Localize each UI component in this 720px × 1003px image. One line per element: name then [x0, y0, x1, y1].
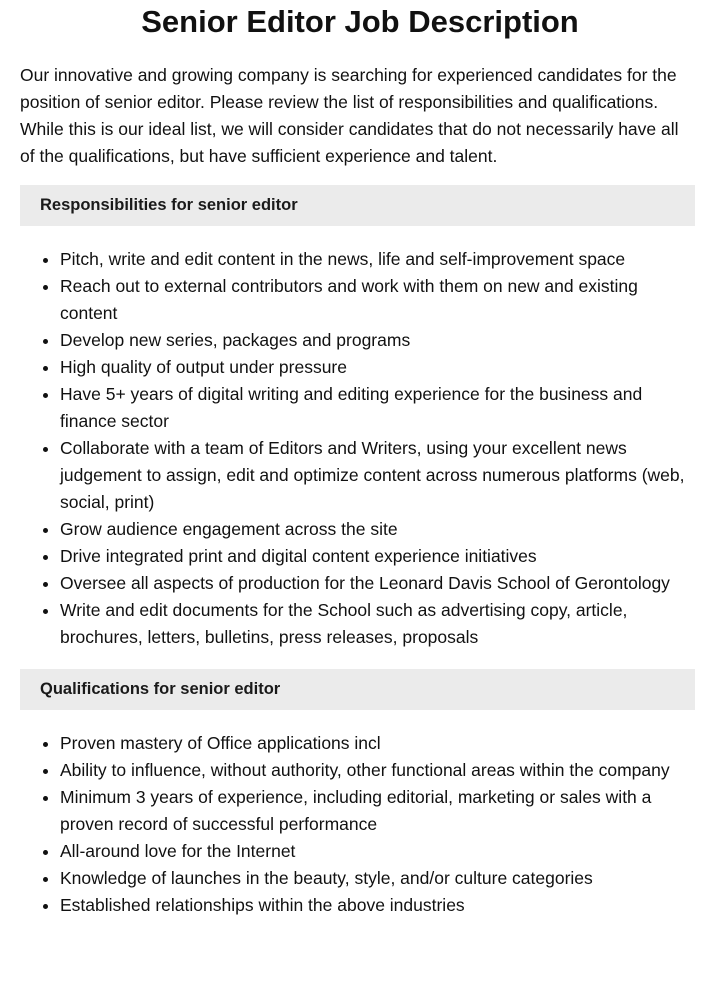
list-item: • High quality of output under pressure: [60, 354, 695, 381]
list-item: • Reach out to external contributors and work with them on new and existing content: [60, 273, 695, 327]
list-item: • Pitch, write and edit content in the news, life and self-improvement space: [60, 246, 695, 273]
list-item: • Develop new series, packages and programs: [60, 327, 695, 354]
list-item: • Collaborate with a team of Editors and Writers, using your excellent news judgement to assign, edit and optimize content across numerous platforms (web, social, print): [60, 435, 695, 516]
list-item: • Oversee all aspects of production for the Leonard Davis School of Gerontology: [60, 570, 695, 597]
list-item: • Have 5+ years of digital writing and editing experience for the business and finance sector: [60, 381, 695, 435]
list-item: • Drive integrated print and digital content experience initiatives: [60, 543, 695, 570]
list-item: • Write and edit documents for the School such as advertising copy, article, brochures, letters, bulletins, press releases, proposals: [60, 597, 695, 651]
list-item: • All-around love for the Internet: [60, 838, 695, 865]
responsibilities-list: [20, 246, 695, 651]
qualifications-heading: Qualifications for senior editor: [20, 669, 695, 710]
responsibilities-heading: Responsibilities for senior editor: [20, 185, 695, 226]
qualifications-list: [20, 730, 695, 919]
list-item: • Proven mastery of Office applications incl: [60, 730, 695, 757]
list-item: • Knowledge of launches in the beauty, style, and/or culture categories: [60, 865, 695, 892]
intro-paragraph: Our innovative and growing company is searching for experienced candidates for the position of senior editor. Please review the list of responsibilities and qualifications. While this is our ideal list, we will consider candidates that do not necessarily have all of the qualifications, but have sufficient experience and talent.: [20, 65, 679, 166]
list-item: • Grow audience engagement across the site: [60, 516, 695, 543]
list-item: • Minimum 3 years of experience, including editorial, marketing or sales with a proven record of successful performance: [60, 784, 695, 838]
list-item: • Established relationships within the above industries: [60, 892, 695, 919]
list-item: • Ability to influence, without authority, other functional areas within the company: [60, 757, 695, 784]
page-title: Senior Editor Job Description: [141, 4, 579, 39]
